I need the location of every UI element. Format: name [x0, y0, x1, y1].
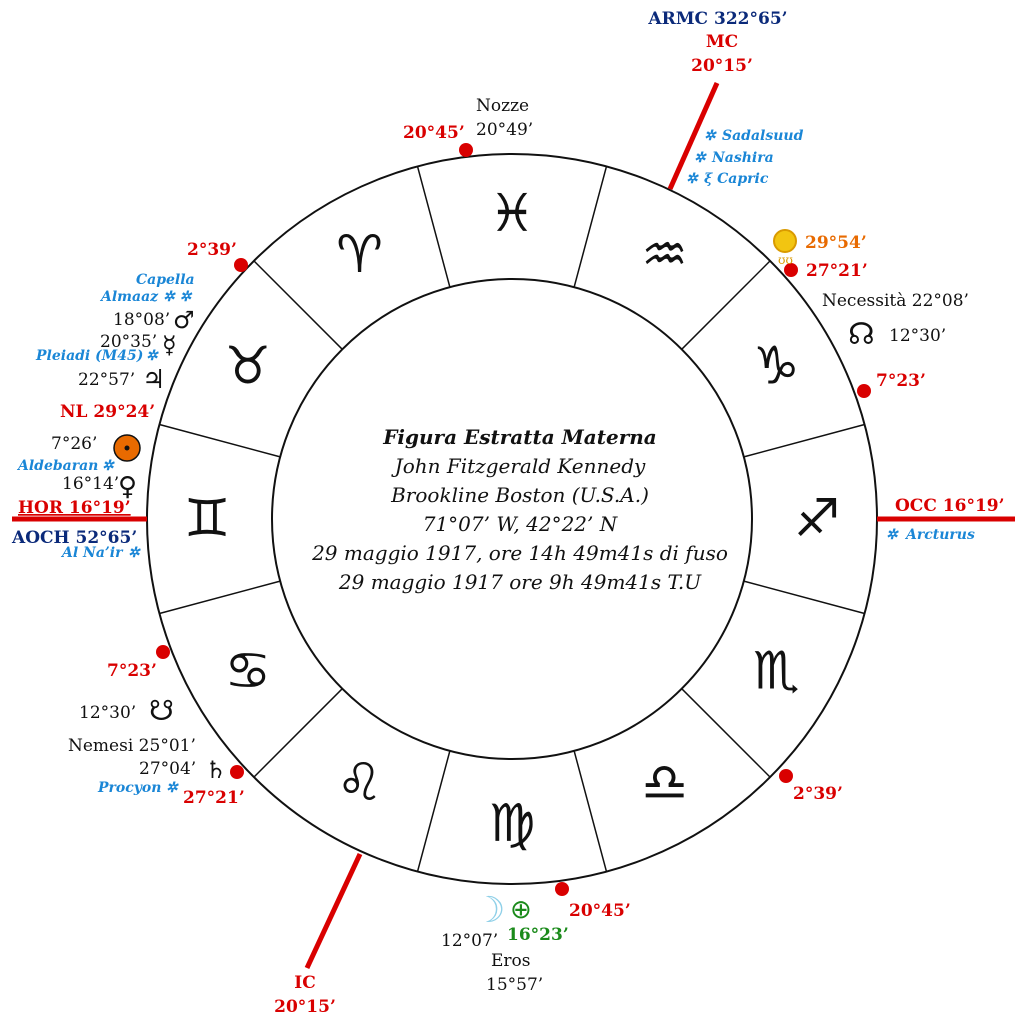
south-node-degree: 12°30’	[79, 703, 137, 723]
eros-degree: 15°57’	[486, 975, 544, 995]
sign-divider	[574, 166, 606, 287]
nozze-degree: 20°49’	[476, 120, 534, 140]
sagittarius-sign-icon: ♐	[793, 489, 841, 549]
star-icon: ✲	[704, 128, 716, 144]
eros-label: Eros	[491, 951, 531, 971]
moon-degree: 12°07’	[441, 931, 499, 951]
nl-label: NL 29°24’	[60, 402, 156, 422]
sign-divider	[254, 689, 342, 777]
star-icon: ✲	[886, 527, 898, 543]
star-almaaz: Almaaz	[101, 289, 159, 305]
cusp-degree: 2°39’	[187, 240, 237, 260]
sign-divider	[418, 751, 450, 872]
saturn-icon: ♄	[205, 756, 227, 784]
jupiter-icon: ♃	[142, 365, 166, 395]
coordinates: 71°07’ W, 42°22’ N	[422, 512, 618, 536]
sun-icon	[774, 230, 796, 252]
cusp-degree: 20°45’	[569, 901, 631, 921]
sign-divider	[744, 425, 865, 457]
star-pleiadi: Pleiadi (M45)	[36, 348, 144, 364]
star-capric: ξ Capric	[704, 171, 769, 187]
cusp-dot	[779, 769, 793, 783]
cusp-degree: 27°21’	[806, 261, 868, 281]
star-sadalsuud: Sadalsuud	[722, 128, 804, 144]
aoch-label: AOCH 52°65’	[12, 528, 138, 548]
ic-degree: 20°15’	[274, 997, 336, 1017]
cusp-dot	[234, 258, 248, 272]
libra-sign-icon: ♎	[641, 753, 688, 814]
north-node-degree: 12°30’	[889, 326, 947, 346]
birth-place: Brookline Boston (U.S.A.)	[391, 483, 649, 507]
cusp-dot	[156, 645, 170, 659]
star-icon: ✲	[694, 150, 706, 166]
cancer-sign-icon: ♋	[224, 641, 272, 702]
cusp-degree: 7°23’	[876, 371, 926, 391]
sign-divider	[744, 581, 865, 613]
scorpio-sign-icon: ♏	[752, 641, 800, 702]
cusp-dot	[857, 384, 871, 398]
ic-axis-line	[307, 854, 360, 968]
subject-name: John Fitzgerald Kennedy	[394, 454, 646, 478]
pisces-sign-icon: ♓	[488, 184, 536, 244]
jupiter-degree: 22°57’	[78, 370, 136, 390]
moon-icon: ☽	[473, 890, 506, 931]
birth-time-ut: 29 maggio 1917 ore 9h 49m41s T.U	[338, 570, 702, 594]
sign-divider	[682, 689, 770, 777]
mars-icon: ♂	[173, 306, 195, 334]
star-icon: ✲	[166, 780, 178, 796]
sign-divider	[159, 425, 280, 457]
mars-degree: 18°08’	[113, 310, 171, 330]
star-icon: ✲	[128, 545, 140, 561]
mc-label: MC	[705, 32, 739, 52]
cusp-degree: 2°39’	[793, 784, 843, 804]
mc-degree: 20°15’	[691, 56, 753, 76]
sun-glyph-icon: ʊʊ	[778, 253, 793, 267]
mercury-icon: ☿	[162, 331, 177, 359]
aquarius-sign-icon: ♒	[641, 224, 688, 285]
star-icon: ✲	[686, 171, 698, 187]
taurus-sign-icon: ♉	[224, 336, 272, 397]
virgo-sign-icon: ♍	[488, 794, 536, 854]
star-icon: ✲	[146, 348, 158, 364]
gemini-sign-icon: ♊	[183, 489, 231, 549]
capricorn-sign-icon: ♑	[752, 336, 800, 397]
cusp-dot	[230, 765, 244, 779]
star-arcturus: Arcturus	[906, 527, 975, 543]
star-procyon: Procyon	[98, 780, 162, 796]
sun2-degree: 7°26’	[51, 434, 98, 454]
venus-icon: ♀	[118, 472, 138, 502]
cusp-dot	[555, 882, 569, 896]
armc-label: ARMC 322°65’	[648, 9, 788, 29]
star-nashira: Nashira	[712, 150, 774, 166]
nozze-label: Nozze	[476, 96, 530, 116]
star-alnair: Al Na’ir	[62, 545, 123, 561]
necessita-label: Necessità 22°08’	[822, 291, 969, 311]
sign-divider	[159, 581, 280, 613]
sign-divider	[574, 751, 606, 872]
cusp-degree: 20°45’	[403, 123, 465, 143]
mercury-degree: 20°35’	[100, 332, 158, 352]
cusp-dot	[459, 143, 473, 157]
nemesi-label: Nemesi 25°01’	[68, 736, 196, 756]
hor-label: HOR 16°19’	[18, 498, 131, 518]
chart-title: Figura Estratta Materna	[383, 425, 657, 449]
saturn-degree: 27°04’	[139, 759, 197, 779]
ic-label: IC	[294, 973, 316, 993]
leo-sign-icon: ♌	[336, 753, 383, 814]
star-icon: ✲	[102, 458, 114, 474]
fortune-degree: 16°23’	[507, 925, 569, 945]
star-aldebaran: Aldebaran	[18, 458, 99, 474]
star-icon: ✲ ✲	[163, 289, 192, 305]
north-node-icon: ☊	[848, 317, 875, 352]
aries-sign-icon: ♈	[336, 224, 383, 285]
sun-degree: 29°54’	[805, 233, 867, 253]
south-node-icon: ☋	[149, 694, 174, 727]
venus-degree: 16°14’	[62, 474, 120, 494]
fortune-icon: ⊕	[510, 895, 532, 925]
sign-divider	[418, 166, 450, 287]
sun-dot	[125, 446, 130, 451]
star-capella: Capella	[136, 272, 195, 288]
birth-time-local: 29 maggio 1917, ore 14h 49m41s di fuso	[312, 541, 728, 565]
cusp-degree: 27°21’	[183, 788, 245, 808]
occ-label: OCC 16°19’	[895, 496, 1005, 516]
cusp-degree: 7°23’	[107, 661, 157, 681]
